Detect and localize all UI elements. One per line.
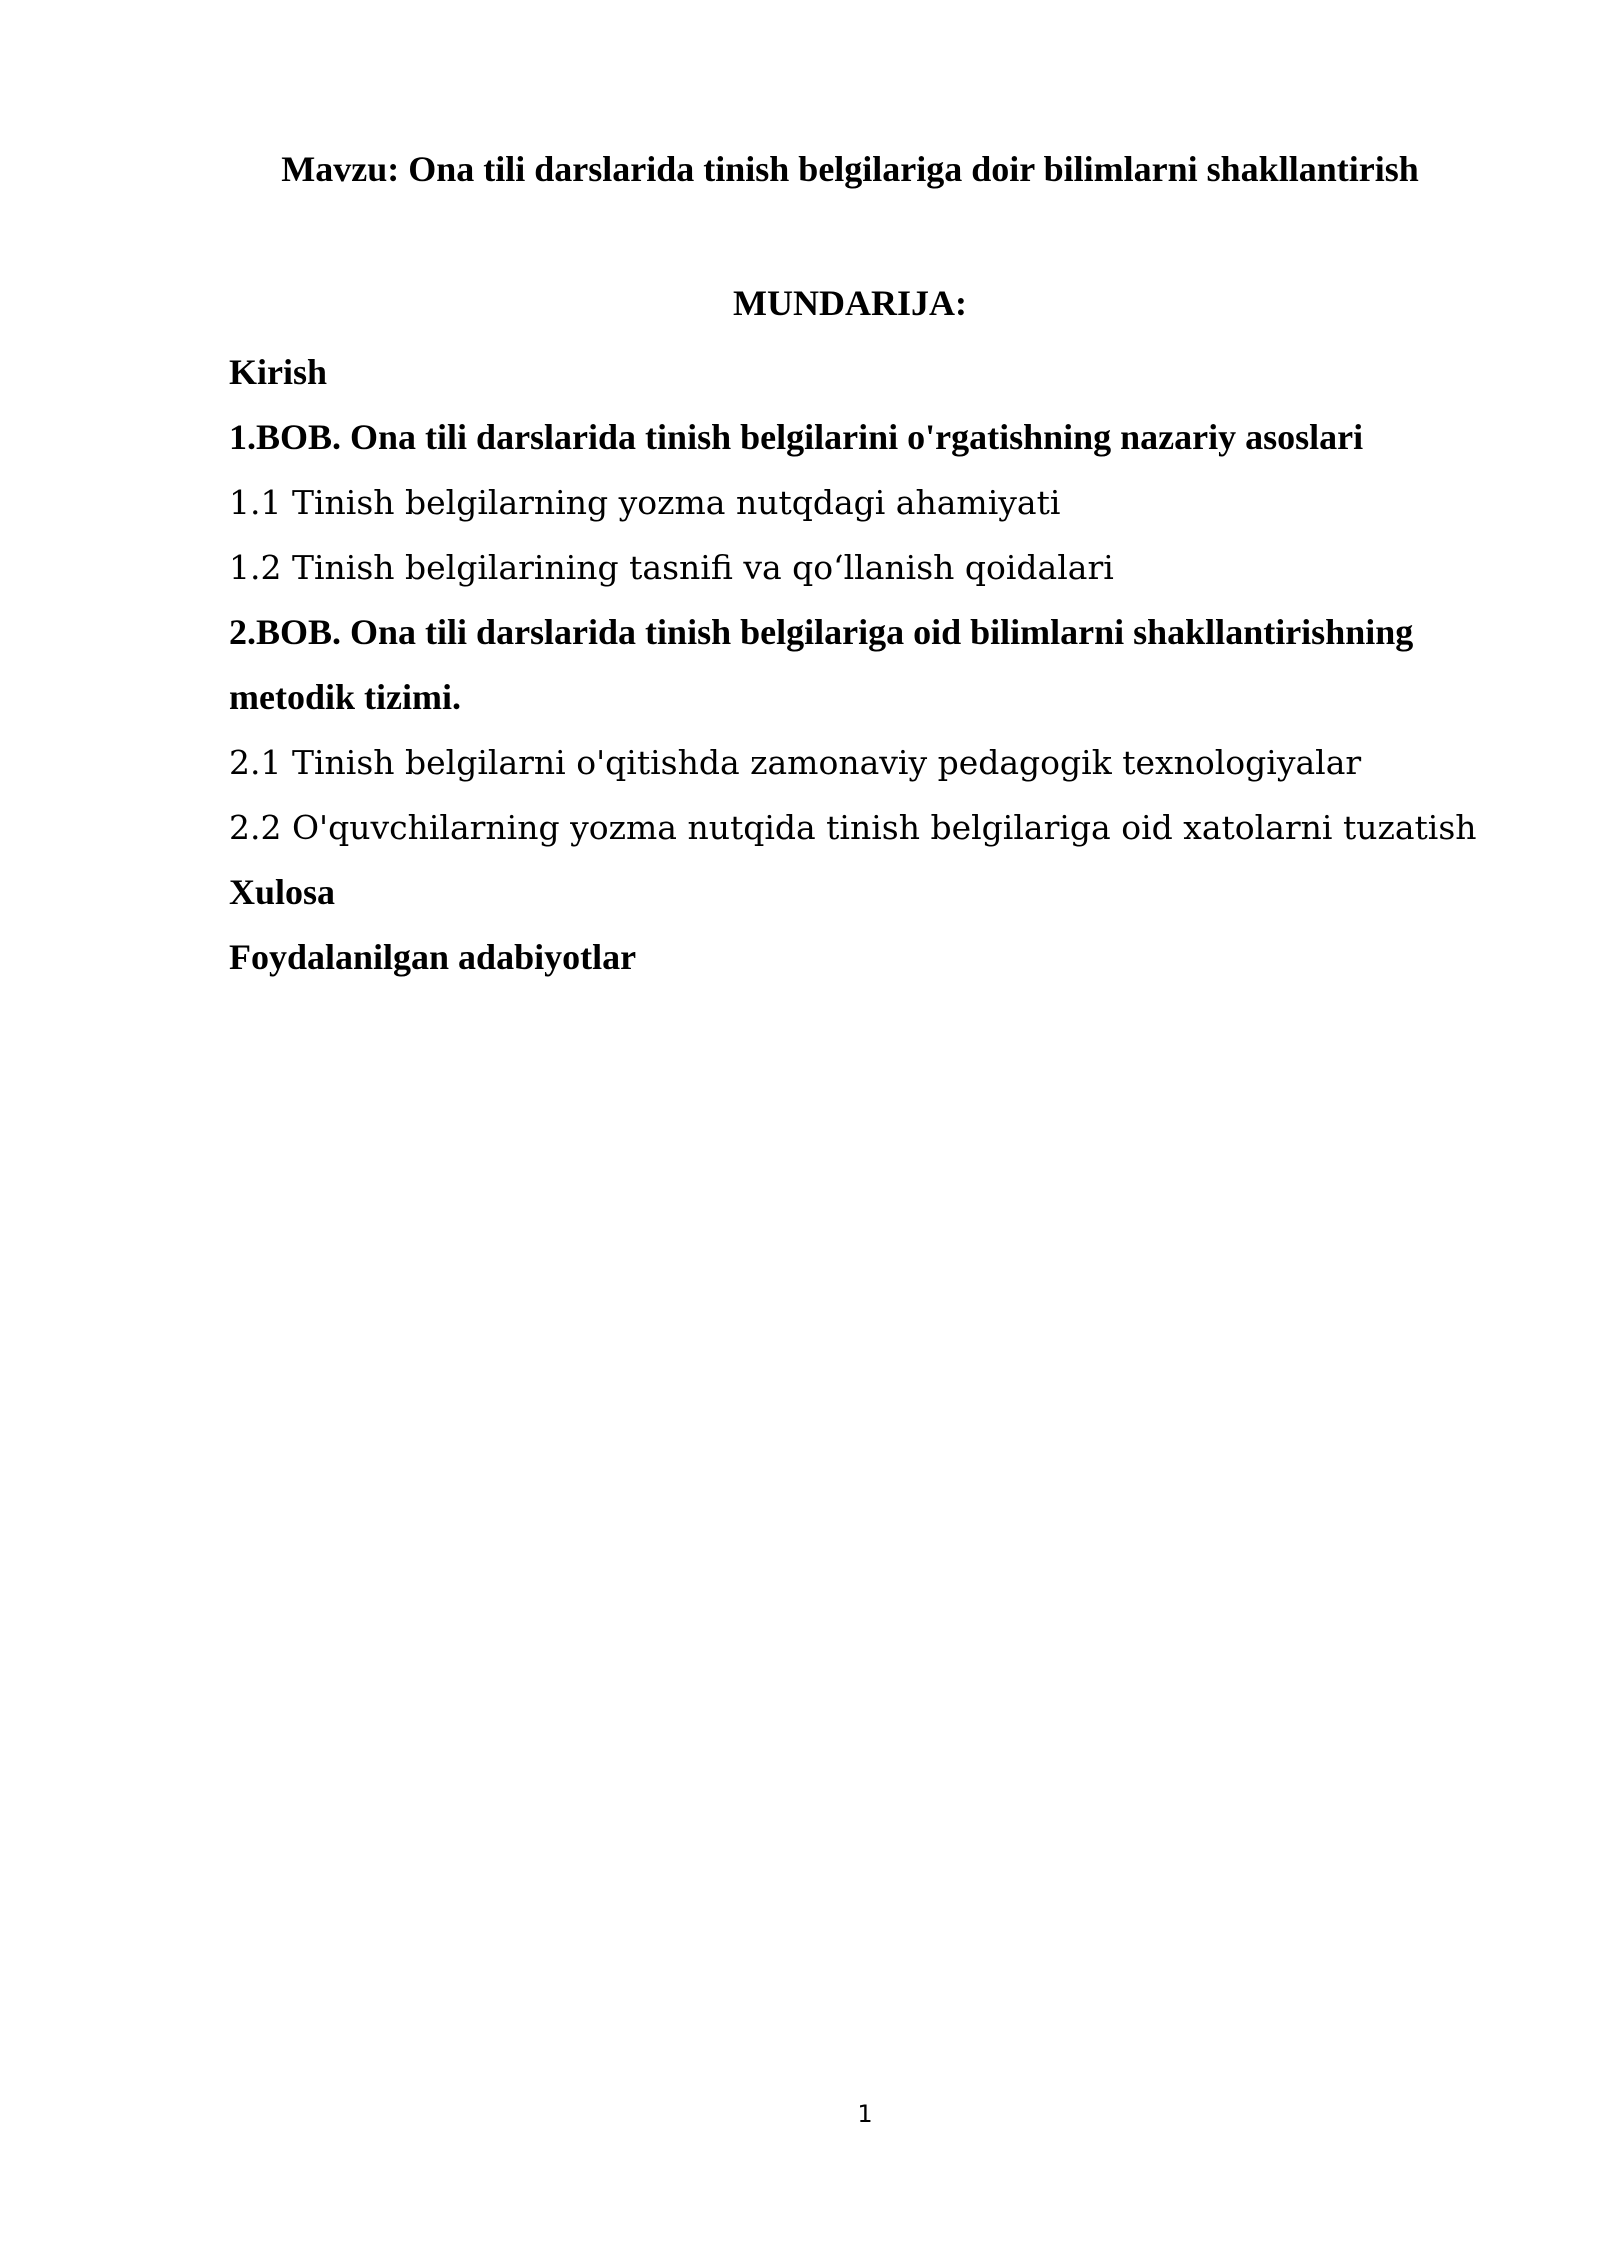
toc-item-section-1-2: 1.2 Tinish belgilarining tasnifi va qo‘llanish qoidalari bbox=[229, 548, 1114, 587]
topic-title: Mavzu: Ona tili darslarida tinish belgilariga doir bilimlarni shakllantirish bbox=[281, 149, 1419, 189]
toc-item-section-2-1: 2.1 Tinish belgilarni o'qitishda zamonaviy pedagogik texnologiyalar bbox=[229, 743, 1362, 782]
toc-item-section-2-2: 2.2 O'quvchilarning yozma nutqida tinish belgilariga oid xatolarni tuzatish bbox=[229, 808, 1477, 847]
toc-item-chapter-2: 2.BOB. Ona tili darslarida tinish belgilariga oid bilimlarni shakllantirishning bbox=[229, 612, 1414, 652]
toc-item-references: Foydalanilgan adabiyotlar bbox=[229, 937, 637, 977]
toc-item-introduction: Kirish bbox=[229, 352, 328, 392]
table-of-contents bbox=[229, 340, 1479, 990]
page-number: 1 bbox=[857, 2100, 873, 2128]
toc-item-conclusion: Xulosa bbox=[229, 872, 336, 912]
toc-item-chapter-1: 1.BOB. Ona tili darslarida tinish belgilarini o'rgatishning nazariy asoslari bbox=[229, 417, 1364, 457]
toc-item-chapter-2-continued: metodik tizimi. bbox=[229, 677, 461, 717]
toc-heading: MUNDARIJA: bbox=[733, 283, 967, 323]
toc-item-section-1-1: 1.1 Tinish belgilarning yozma nutqdagi ahamiyati bbox=[229, 483, 1061, 522]
